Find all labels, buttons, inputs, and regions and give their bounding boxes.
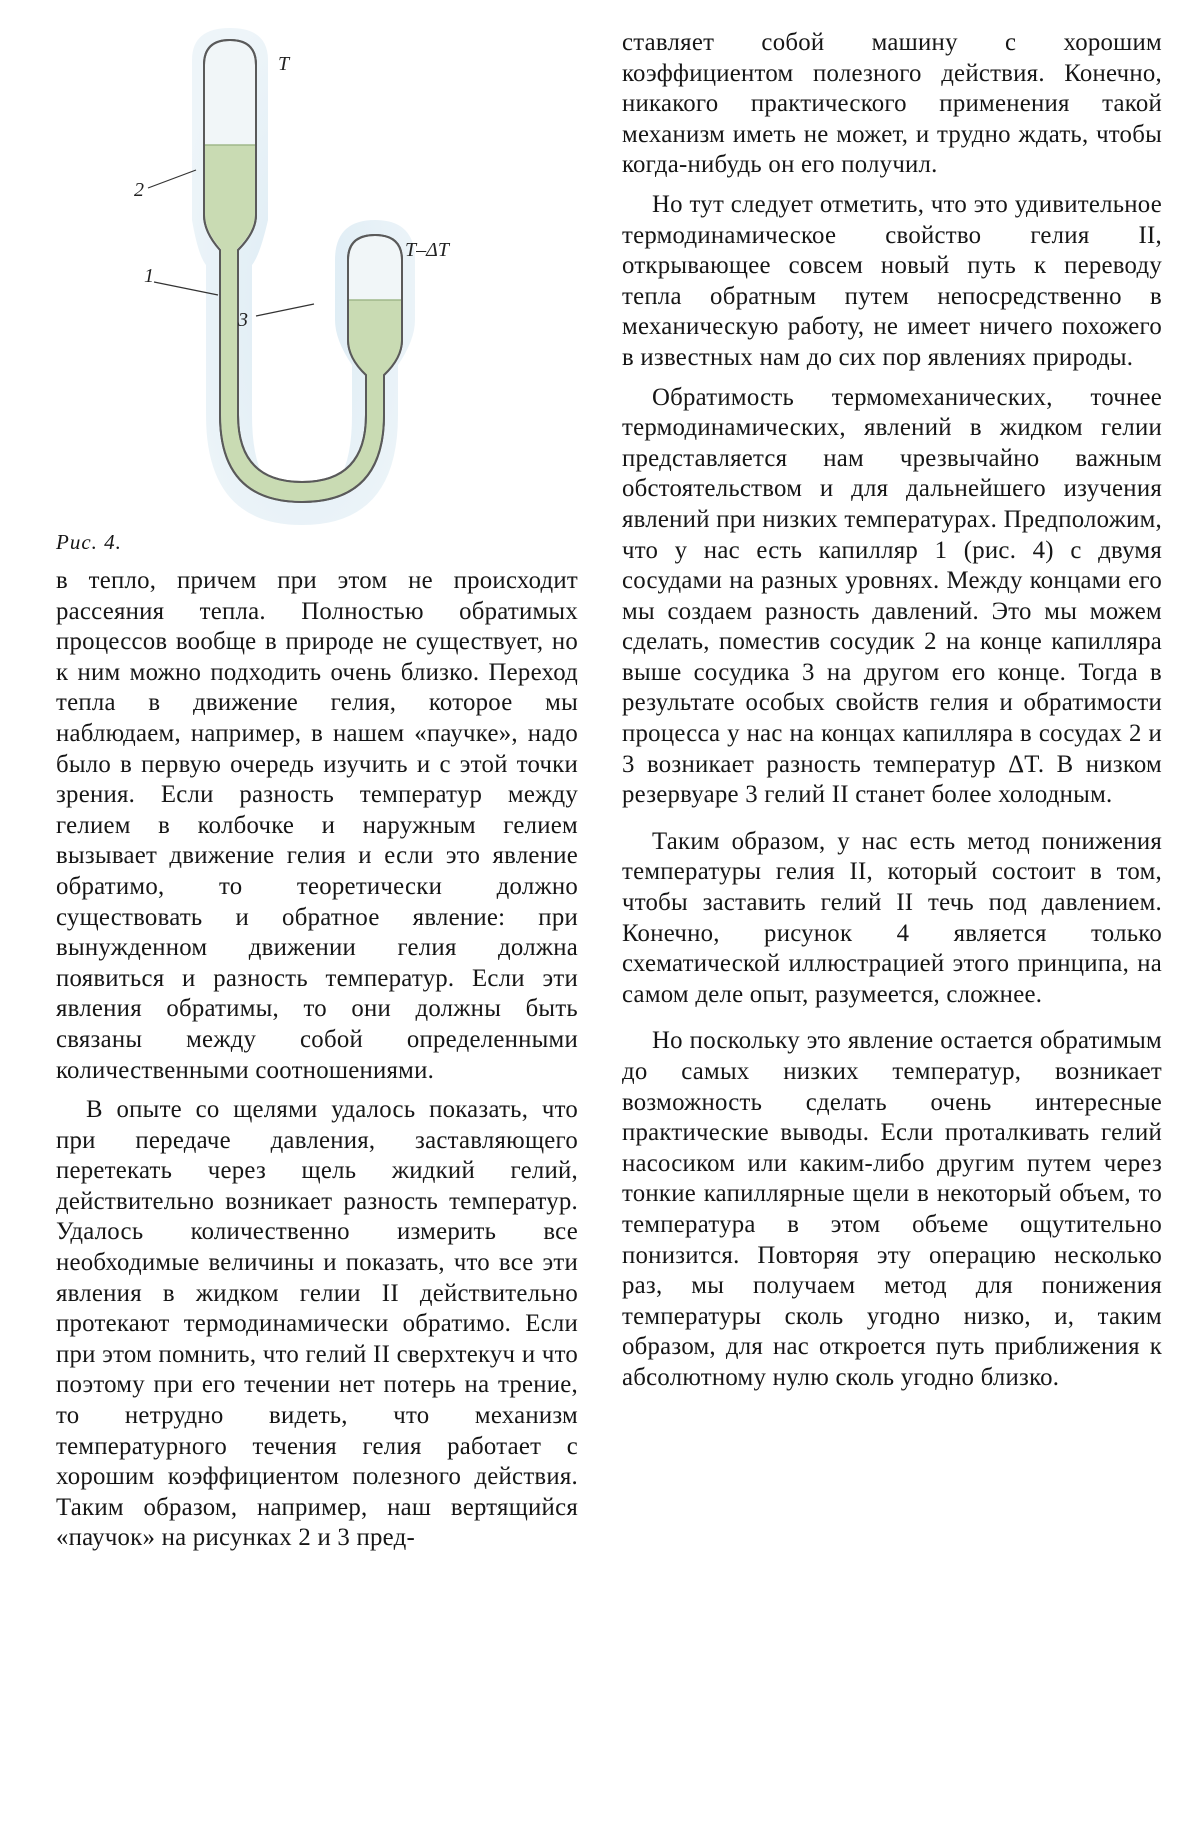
leader-2 (148, 170, 196, 188)
label-1: 1 (144, 265, 154, 287)
figure-caption: Рис. 4. (56, 530, 122, 554)
left-paragraph-2: В опыте со щелями удалось показать, что при передаче давления, заставляющего перетекать через щель жидкий гелий, действительно возникает разность температур. Удалось количественно измерить все необходимые величины и показать, что все эти явления в жидком гелии II действительно протекают термодинамически обратимо. Если при этом помнить, что гелий II сверхтекуч и что поэтому при его течении нет потерь на трение, то нетрудно видеть, что механизм температурного течения гелия работает с хорошим коэффициентом полезного действия. Таким образом, например, наш вертящийся «паучок» на рисунках 2 и 3 пред- (56, 1096, 578, 1552)
left-paragraph-1: в тепло, причем при этом не происходит рассеяния тепла. Полностью обратимых процессов вообще в природе не существует, но к ним можно подходить очень близко. Переход тепла в движение гелия, которое мы наблюдаем, например, в нашем «паучке», надо было в первую очередь изучить и с этой точки зрения. Если разность температур между гелием в колбочке и наружным гелием вызывает движение гелия и если это явление обратимо, то теоретически должно существовать и обратное явление: при вынужденном движении гелия должна появиться и разность температур. Если эти явления обратимы, то они должны быть связаны между собой определенными количественными соотношениями. (56, 567, 578, 1084)
label-3: 3 (238, 309, 248, 331)
right-column (622, 28, 1162, 1394)
leader-3 (256, 304, 314, 316)
label-T-minus-dT: T–ΔT (405, 239, 449, 261)
right-paragraph-1: ставляет собой машину с хорошим коэффициентом полезного действия. Конечно, никакого практического применения такой механизм иметь не может, и трудно ждать, чтобы когда-нибудь он его получил. (622, 29, 1162, 179)
right-paragraph-2: Но тут следует отметить, что это удивительное термодинамическое свойство гелия II, открывающее совсем новый путь к переводу тепла обратным путем непосредственно в механическую работу, не имеет ничего похожего в известных нам до сих пор явлениях природы. (622, 190, 1162, 371)
u-tube-diagram (130, 20, 510, 530)
left-column (56, 566, 578, 1554)
right-paragraph-3: Обратимость термомеханических, точнее термодинамических, явлений в жидком гелии представляется нам чрезвычайно важным обстоятельством и для дальнейшего изучения явлений при низких температурах. Предположим, что у нас есть капилляр 1 (рис. 4) с двумя сосудами на разных уровнях. Между концами его мы создаем разность давлений. Это мы можем сделать, поместив сосудик 2 на конце капилляра выше сосудика 3 на другом его конце. Тогда в результате особых свойств гелия и обратимости процесса у нас на концах капилляра в сосудах 2 и 3 возникает разность температур ΔT. В низком резервуаре 3 гелий II станет более холодным. (622, 383, 1162, 809)
label-2: 2 (134, 179, 144, 201)
liquid-vessel-2 (205, 145, 401, 501)
right-paragraph-4: Таким образом, у нас есть метод понижения температуры гелия II, который состоит в том, чтобы заставить гелий II течь под давлением. Конечно, рисунок 4 является только схематической иллюстрацией этого принципа, на самом деле опыт, разумеется, сложнее. (622, 827, 1162, 1008)
figure-4 (130, 20, 510, 530)
right-paragraph-5: Но поскольку это явление остается обратимым до самых низких температур, возникает возможность сделать очень интересные практические выводы. Если проталкивать гелий насосиком или каким-либо другим путем через тонкие капиллярные щели в некоторый объем, то температура в этом объеме ощутительно понизится. Повторяя эту операцию несколько раз, мы получаем метод для понижения температуры сколь угодно низко, и, таким образом, для нас откроется путь приближения к абсолютному нулю сколь угодно близко. (622, 1027, 1162, 1391)
label-T: T (278, 53, 290, 75)
